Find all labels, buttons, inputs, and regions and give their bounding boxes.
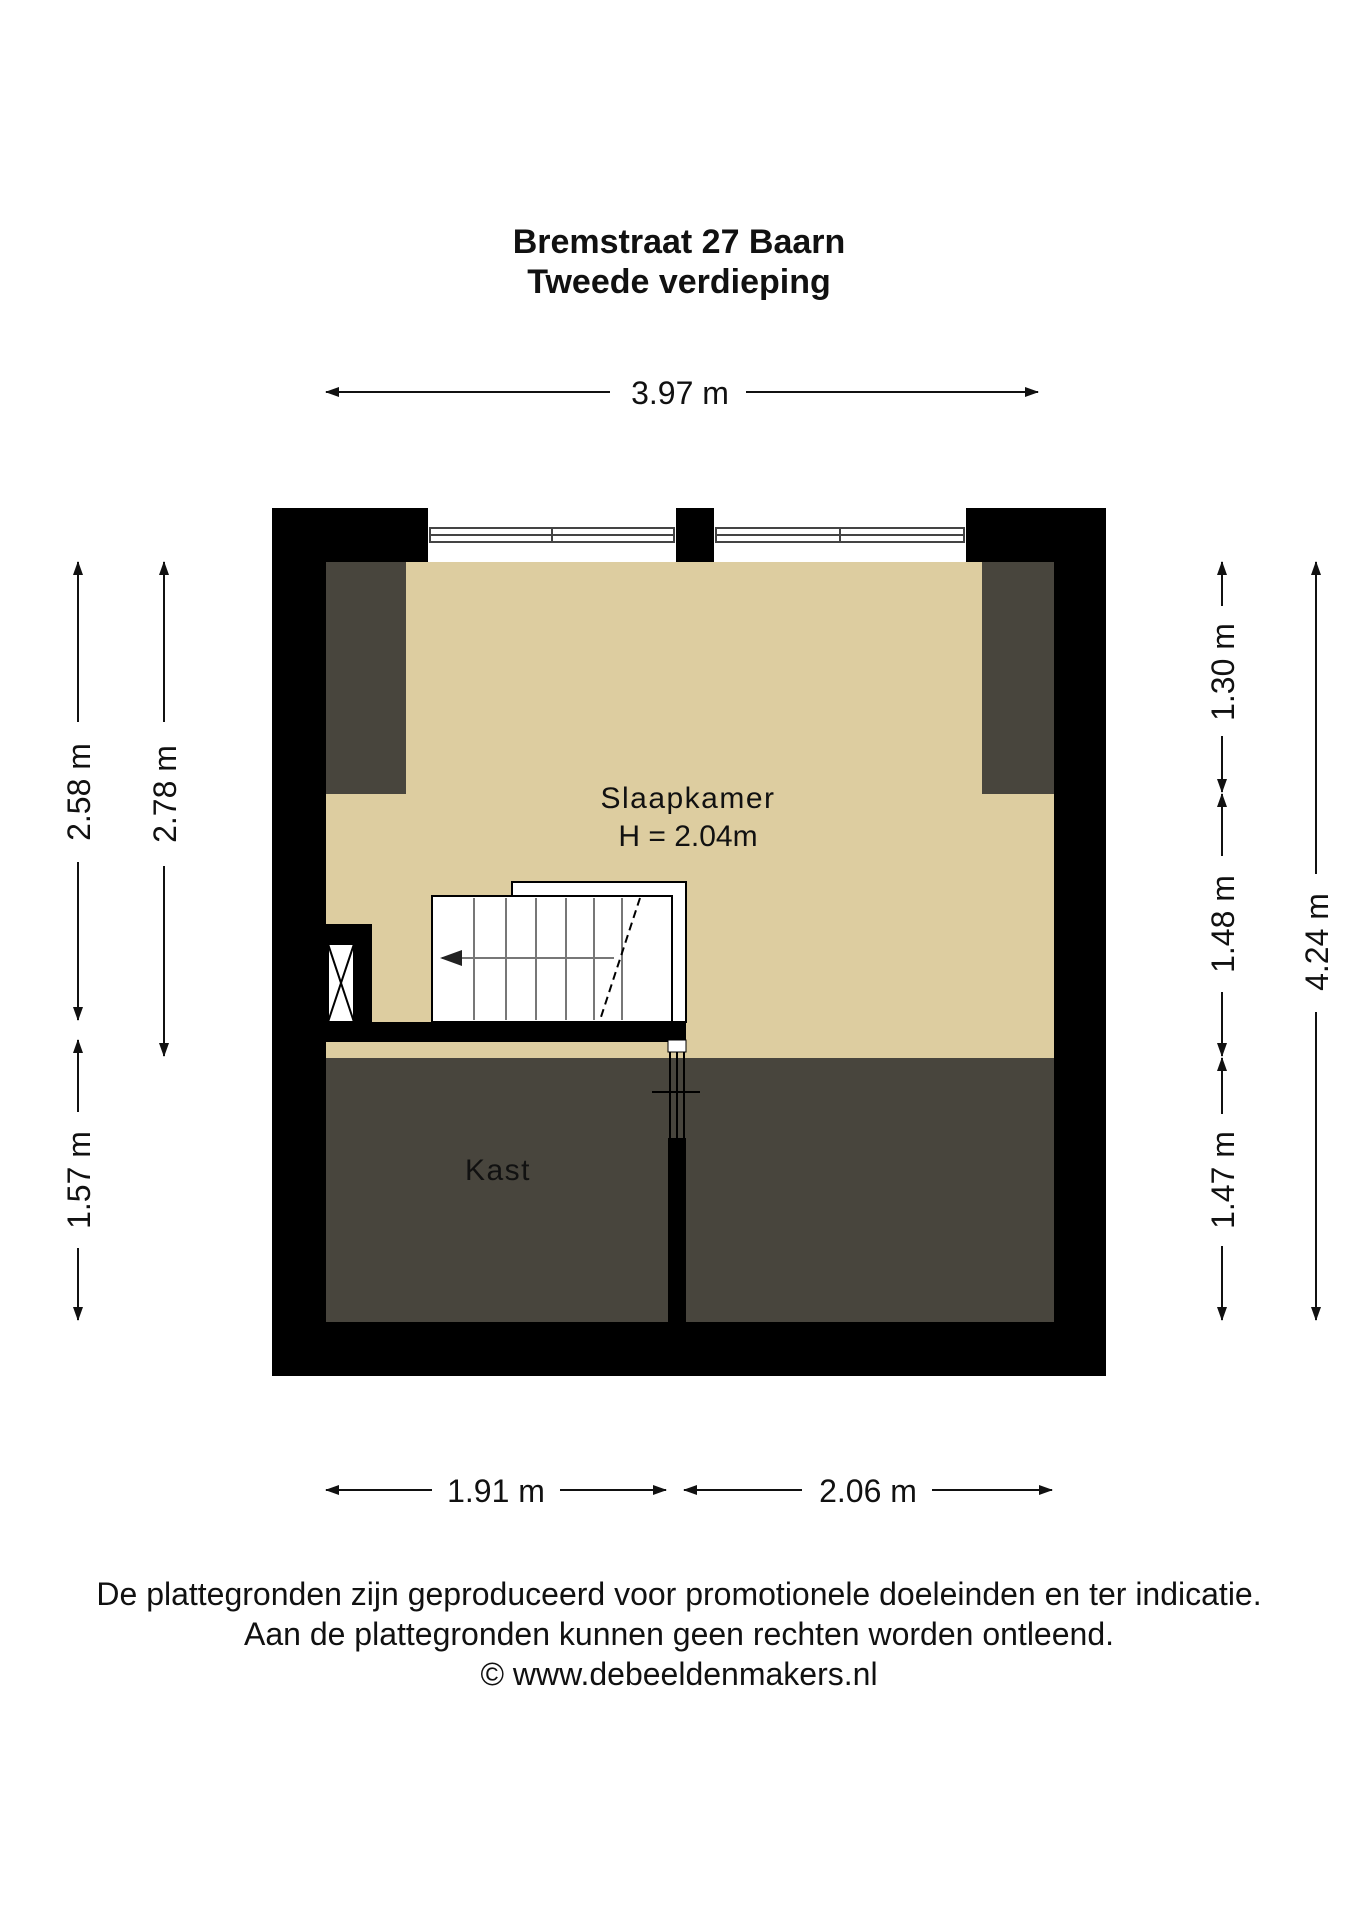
dim-left-lower xyxy=(61,1040,97,1320)
dim-left-upper xyxy=(61,562,97,1020)
floor-title: Tweede verdieping xyxy=(527,263,831,301)
closet-floor xyxy=(326,1058,1054,1322)
disclaimer-line-2: Aan de plattegronden kunnen geen rechten worden ontleend. xyxy=(243,1616,1114,1652)
dim-left-upper-label: 2.58 m xyxy=(61,743,97,841)
staircase xyxy=(432,882,686,1022)
dim-right-total-label: 4.24 m xyxy=(1299,893,1335,991)
address-title: Bremstraat 27 Baarn xyxy=(512,223,846,261)
dim-bottom-left xyxy=(326,1473,666,1509)
dim-bottom-left-label: 1.91 m xyxy=(447,1473,545,1509)
closet-label: Kast xyxy=(464,1154,532,1187)
corner-block-left xyxy=(326,562,406,794)
duct-icon xyxy=(328,944,354,1022)
copyright-link[interactable]: © www.debeeldenmakers.nl xyxy=(480,1656,878,1692)
dim-bottom-right xyxy=(684,1473,1052,1509)
bedroom-label: Slaapkamer xyxy=(600,782,776,815)
dim-top-width-label: 3.97 m xyxy=(631,375,729,411)
dim-top-width xyxy=(326,375,1038,411)
dim-left-lower-label: 1.57 m xyxy=(61,1131,97,1229)
dim-left-inner xyxy=(147,562,183,1056)
dim-right-top xyxy=(1205,562,1241,792)
window-left xyxy=(430,528,674,542)
bedroom-height-label: H = 2.04m xyxy=(618,820,758,853)
window-right xyxy=(716,528,964,542)
dim-right-top-label: 1.30 m xyxy=(1205,623,1241,721)
dim-left-inner-label: 2.78 m xyxy=(147,745,183,843)
closet-partition xyxy=(668,1138,686,1322)
interior-wall xyxy=(326,1022,686,1042)
dim-right-middle xyxy=(1205,794,1241,1056)
dim-right-total xyxy=(1299,562,1335,1320)
dim-right-bottom xyxy=(1205,1058,1241,1320)
dim-right-middle-label: 1.48 m xyxy=(1205,875,1241,973)
corner-block-right xyxy=(982,562,1054,794)
disclaimer-line-1: De plattegronden zijn geproduceerd voor promotionele doeleinden en ter indicatie. xyxy=(96,1576,1262,1612)
dim-right-bottom-label: 1.47 m xyxy=(1205,1131,1241,1229)
dim-bottom-right-label: 2.06 m xyxy=(819,1473,917,1509)
